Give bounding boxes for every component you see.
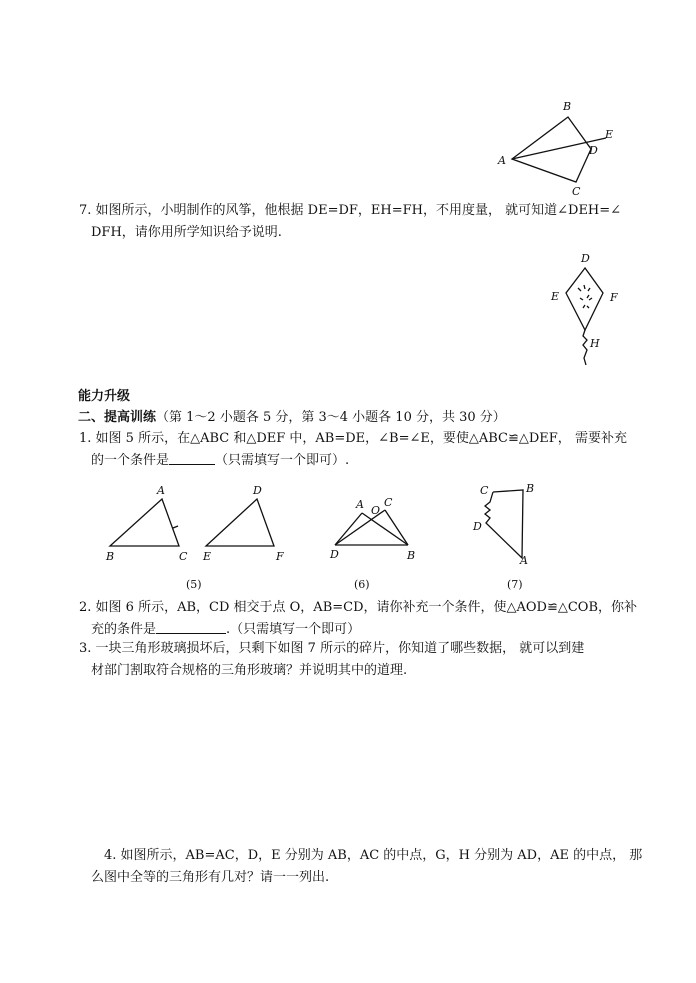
label-E: E <box>203 550 212 563</box>
label-C: C <box>572 185 581 198</box>
kite-pattern-icon <box>578 285 592 308</box>
section-subtitle-note: （第 1～2 小题各 5 分，第 3～4 小题各 10 分，共 30 分） <box>156 410 506 425</box>
label-D: D <box>330 548 339 561</box>
label-A: A <box>356 498 364 511</box>
segment-cb <box>385 510 408 545</box>
figure-5 <box>100 482 300 602</box>
p2-line2-end: .（只需填写一个即可） <box>226 622 361 637</box>
p1-line1: 1. 如图 5 所示，在△ABC 和△DEF 中，AB=DE，∠B=∠E，要使△ABC≌△DEF， 需要补充 <box>79 431 627 446</box>
label-F: F <box>610 291 618 304</box>
section-subtitle-label: 二、提高训练 <box>78 410 157 425</box>
figure-5-caption: (5) <box>186 578 202 591</box>
figure-6-caption: (6) <box>354 578 370 591</box>
segment-ab <box>362 513 408 545</box>
tick-mark <box>173 526 178 528</box>
p1-line2-end: （只需填写一个即可）. <box>215 453 350 468</box>
label-C: C <box>179 550 188 563</box>
section-subtitle <box>78 410 506 426</box>
label-C: C <box>384 496 393 509</box>
p2-line2 <box>91 621 360 638</box>
p2-line2-start: 充的条件是 <box>91 622 157 637</box>
label-A: A <box>520 554 528 567</box>
figure-7 <box>470 478 550 602</box>
p3-line2: 材部门割取符合规格的三角形玻璃？并说明其中的道理. <box>91 663 408 678</box>
triangle-def <box>206 499 274 546</box>
label-D: D <box>589 144 598 157</box>
q7-line1: 7. 如图所示，小明制作的风筝，他根据 DE=DF，EH=FH，不用度量， 就可知道∠DEH=∠ <box>79 203 622 218</box>
label-D: D <box>581 252 590 265</box>
top-triangle-figure <box>490 98 620 198</box>
label-C: C <box>480 484 489 497</box>
label-B: B <box>563 100 572 113</box>
label-B: B <box>407 549 416 562</box>
q7-line2: DFH，请你用所学知识给予说明. <box>91 225 282 240</box>
p4-line1: 4. 如图所示，AB=AC，D，E 分别为 AB，AC 的中点，G，H 分别为 AD，AE 的中点， 那 <box>104 848 643 863</box>
glass-fragment <box>485 490 523 558</box>
label-D: D <box>253 484 262 497</box>
label-A: A <box>157 484 165 497</box>
p1-line2-start: 的一个条件是 <box>91 453 170 468</box>
section-title: 能力升级 <box>78 389 131 404</box>
label-E: E <box>551 290 560 303</box>
figure-6 <box>325 492 425 602</box>
label-E: E <box>605 128 614 141</box>
label-H: H <box>590 337 600 350</box>
answer-blank-p1[interactable] <box>169 452 215 465</box>
label-B: B <box>526 482 535 495</box>
p3-line1: 3. 一块三角形玻璃损坏后，只剩下如图 7 所示的碎片，你知道了哪些数据， 就可以到建 <box>79 641 585 656</box>
label-A: A <box>498 154 506 167</box>
kite-figure <box>540 248 630 378</box>
label-O: O <box>371 504 381 517</box>
label-F: F <box>276 550 284 563</box>
figure-7-caption: (7) <box>507 578 523 591</box>
kite-tail <box>583 330 587 365</box>
label-B: B <box>106 550 115 563</box>
kite-shape <box>566 268 603 330</box>
p4-line2: 么图中全等的三角形有几对？请一一列出. <box>91 870 330 885</box>
answer-blank-p2[interactable] <box>156 621 226 634</box>
top-figure-shape <box>512 117 591 182</box>
p1-line2 <box>91 452 349 469</box>
p2-line1: 2. 如图 6 所示，AB，CD 相交于点 O，AB=CD，请你补充一个条件，使△AOD≌△COB，你补 <box>79 600 638 615</box>
label-D: D <box>473 520 482 533</box>
triangle-abc <box>110 499 179 546</box>
